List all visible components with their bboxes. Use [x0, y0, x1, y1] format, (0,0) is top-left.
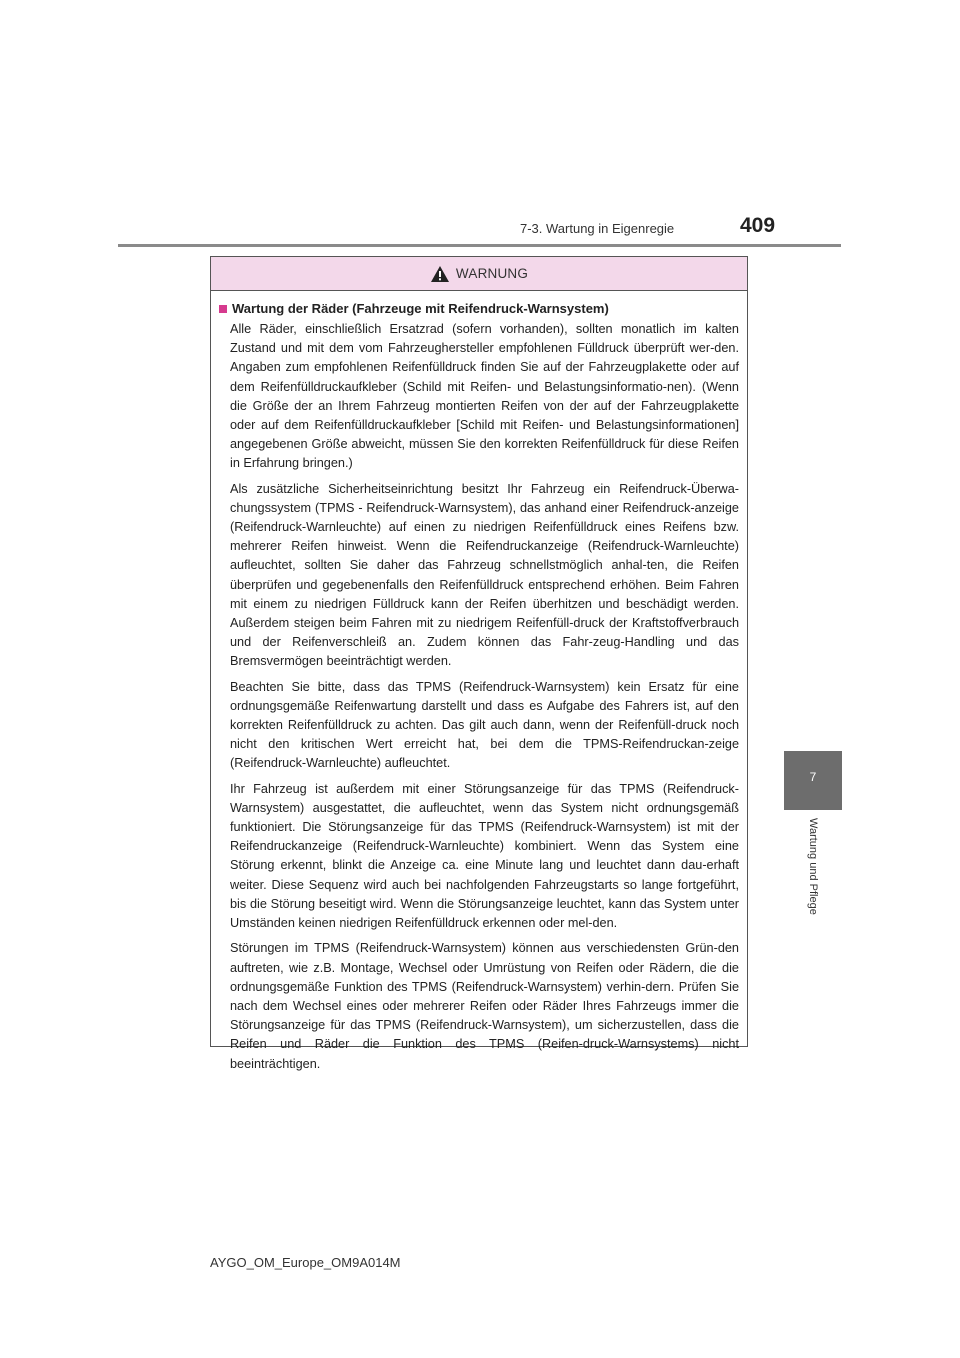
warning-paragraph: Alle Räder, einschließlich Ersatzrad (sofern vorhanden), sollten monatlich im kalten Zustand und mit dem vom Fahrzeughersteller empfohlenen Fülldruck überprüft wer-den. Angaben zum empfohlenen Reifenfülldruck finden Sie auf der Fahrzeugplakette oder auf dem Reifenfülldruckaufkleber (Schild mit Reifen- und Belastungsinformatio-nen). (Wenn die Größe der an Ihrem Fahrzeug montierten Reifen von der auf der Fahrzeugplakette oder auf dem Reifenfülldruckaufkleber [Schild mit Reifen- und Belastungsinformationen] angegebenen Größe abweicht, müssen Sie den korrekten Reifenfülldruck für diese Reifen in Erfahrung bringen.) [230, 322, 739, 471]
chapter-number: 7 [809, 770, 817, 784]
warning-paragraph: Beachten Sie bitte, dass das TPMS (Reifendruck-Warnsystem) kein Ersatz für eine ordnungsgemäße Reifenwartung darstellt und dass es Aufgabe des Fahrers ist, auf den korrekten Reifenfülldruck zu achten. Das gilt auch dann, wenn der Reifenfüll-druck noch nicht den kritischen Wert erreicht hat, bei dem die TPMS-Reifendruckan-zeige (Reifendruck-Warnleuchte) aufleuchtet. [230, 679, 739, 771]
chapter-tab [784, 751, 842, 810]
warning-title: WARNUNG [455, 266, 529, 281]
warning-header [211, 257, 747, 291]
warning-paragraph: Ihr Fahrzeug ist außerdem mit einer Störungsanzeige für das TPMS (Reifendruck-Warnsystem) ausgestattet, die aufleuchtet, wenn das System nicht ordnungsgemäß funktioniert. Die Störungsanzeige für das TPMS (Reifendruck-Warnsystem) ist mit der Reifendruckanzeige (Reifendruck-Warnleuchte) kombiniert. Wenn das System eine Störung erkennt, blinkt die Anzeige ca. eine Minute lang und leuchtet dann dau-erhaft weiter. Diese Sequenz wird auch bei nachfolgenden Fahrzeugstarts so lange fortgeführt, bis die Störung beseitigt wird. Wenn die Störungsanzeige leuchtet, kann das System unter Umständen keinen niedrigen Reifenfülldruck erkennen oder mel-den. [230, 781, 739, 931]
warning-box [210, 256, 748, 1071]
section-title: 7-3. Wartung in Eigenregie [520, 221, 675, 236]
document-code: AYGO_OM_Europe_OM9A014M [210, 1255, 401, 1270]
page-number: 409 [740, 214, 776, 237]
chapter-label [784, 818, 842, 938]
square-bullet-icon [219, 305, 227, 313]
warning-triangle-icon [430, 265, 450, 283]
warning-paragraph: Als zusätzliche Sicherheitseinrichtung besitzt Ihr Fahrzeug ein Reifendruck-Überwa-chungssystem (TPMS - Reifendruck-Warnsystem), das anhand einer Reifendruck-anzeige (Reifendruck-Warnleuchte) auf einen zu niedrigen Reifenfülldruck eines Reifens bzw. mehrerer Reifen hinweist. Wenn die Reifendruckanzeige (Reifendruck-Warnleuchte) aufleuchtet, sollten Sie daher das Fahrzeug schnellstmöglich anhal-ten, die Reifen überprüfen und gegebenenfalls den Reifenfülldruck entsprechend erhöhen. Beim Fahren mit einem zu niedrigen Fülldruck kann der Reifen überhitzen und beschädigt werden. Außerdem steigen beim Fahren mit zu niedrigem Reifenfüll-druck der Kraftstoffverbrauch und der Reifenverschleiß an. Zudem können das Fahr-zeug-Handling und das Bremsvermögen beeinträchtigt werden. [230, 481, 739, 669]
warning-subheading-text: Wartung der Räder (Fahrzeuge mit Reifendruck-Warnsystem) [232, 301, 609, 316]
warning-paragraph: Störungen im TPMS (Reifendruck-Warnsystem) können aus verschiedensten Grün-den auftreten, wie z.B. Montage, Wechsel oder Umrüstung von Reifen oder Rädern, die die ordnungsgemäße Funktion des TPMS (Reifendruck-Warnsystem) verhin-dern. Prüfen Sie nach dem Wechsel eines oder mehrerer Reifen oder Räder Ihres Fahrzeugs immer die Störungsanzeige für das TPMS (Reifendruck-Warnsystem), um sicherzustellen, dass die Reifen und Räder die Funktion des TPMS (Reifen-druck-Warnsystems) nicht beeinträchtigen. [230, 941, 739, 1071]
warning-body [211, 291, 747, 1074]
warning-subheading [219, 301, 739, 316]
chapter-title: Wartung und Pflege [807, 818, 819, 915]
header-divider [118, 244, 841, 247]
